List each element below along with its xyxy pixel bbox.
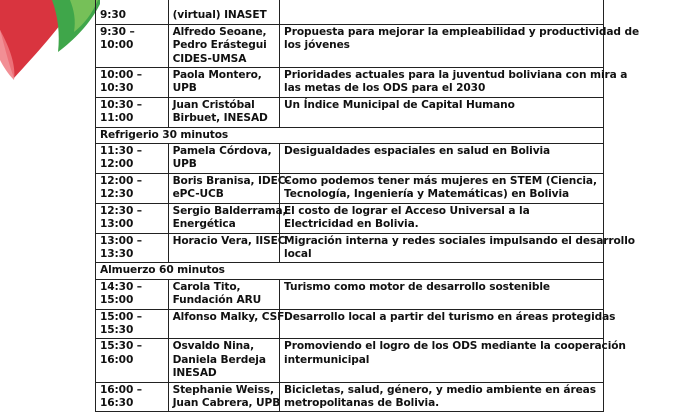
time-cell-line: 14:30 – — [100, 280, 143, 293]
time-cell-line: 11:00 — [100, 112, 134, 125]
topic-cell-line: Promoviendo el logro de los ODS mediante la cooperación — [284, 340, 626, 353]
speaker-cell-line: UPB — [172, 82, 197, 95]
topic-cell — [280, 24, 640, 67]
topic-cell — [280, 173, 604, 203]
time-cell-line: 16:30 — [100, 396, 134, 409]
speaker-cell-line: Fundación ARU — [172, 294, 262, 307]
time-cell-line: 11:30 – — [100, 145, 143, 158]
decorative-logo-shapes — [0, 0, 100, 110]
session-row — [96, 382, 604, 412]
time-cell-line: 10:00 – — [100, 69, 143, 82]
topic-cell — [280, 203, 604, 233]
speaker-cell — [168, 233, 286, 263]
time-cell-line: 15:00 — [100, 294, 134, 307]
speaker-cell — [168, 97, 279, 127]
time-cell — [96, 173, 169, 203]
time-cell-line — [100, 0, 164, 9]
topic-cell-line: Turismo como motor de desarrollo sostenible — [284, 280, 550, 293]
topic-cell — [280, 233, 635, 263]
session-row — [96, 97, 604, 127]
speaker-cell — [168, 0, 279, 24]
time-cell — [96, 203, 169, 233]
speaker-cell — [168, 203, 287, 233]
speaker-cell-line: Pamela Córdova, — [172, 145, 272, 158]
speaker-cell-line: Alfonso Malky, CSF — [172, 310, 285, 323]
speaker-cell-line: Carola Tito, — [172, 280, 241, 293]
topic-cell-line: Electricidad en Bolivia. — [284, 218, 419, 231]
session-row — [96, 0, 604, 24]
time-cell — [96, 24, 169, 67]
time-cell — [96, 309, 169, 339]
speaker-cell-line: Sergio Balderrama, — [172, 204, 287, 217]
speaker-cell-line: Energética — [172, 218, 236, 231]
speaker-cell — [168, 24, 279, 67]
schedule-body — [96, 0, 640, 412]
time-cell-line: 16:00 — [100, 353, 134, 366]
session-row — [96, 203, 604, 233]
speaker-cell-line: Boris Branisa, IDEC- — [172, 174, 290, 187]
speaker-cell-line: Birbuet, INESAD — [172, 112, 268, 125]
speaker-cell-line: Pedro Erástegui — [172, 39, 267, 52]
topic-cell-line: Migración interna y redes sociales impulsando el desarrollo — [284, 234, 635, 247]
time-cell-line: 16:00 – — [100, 383, 143, 396]
time-cell-line: 10:30 — [100, 82, 134, 95]
speaker-cell-line: Juan Cabrera, UPB — [172, 396, 281, 409]
time-cell-line: 12:00 – — [100, 174, 143, 187]
session-row — [96, 68, 604, 98]
topic-cell-line: Desarrollo local a partir del turismo en áreas protegidas — [284, 310, 616, 323]
time-cell-line: 12:30 — [100, 188, 134, 201]
speaker-cell — [168, 309, 285, 339]
topic-cell-line: Desigualdades espaciales en salud en Bolivia — [284, 145, 551, 158]
speaker-cell-line: ePC-UCB — [172, 188, 224, 201]
speaker-cell-line: UPB — [172, 158, 197, 171]
break-label: Refrigerio 30 minutos — [96, 127, 604, 143]
topic-cell — [280, 144, 604, 174]
time-cell — [96, 279, 169, 309]
topic-cell-line: metropolitanas de Bolivia. — [284, 396, 440, 409]
speaker-cell-line: Juan Cristóbal — [172, 98, 255, 111]
speaker-cell-line: Paola Montero, — [172, 69, 262, 82]
topic-cell-line — [284, 0, 599, 9]
time-cell-line: 9:30 – — [100, 25, 135, 38]
time-cell-line: 12:00 — [100, 158, 134, 171]
time-cell — [96, 144, 169, 174]
session-row — [96, 339, 604, 382]
break-row — [96, 127, 604, 143]
speaker-cell — [168, 339, 279, 382]
topic-cell — [280, 279, 604, 309]
topic-cell-line: local — [284, 247, 312, 260]
time-cell-line: 12:30 – — [100, 204, 143, 217]
time-cell-line: 10:30 – — [100, 98, 143, 111]
speaker-cell — [168, 279, 279, 309]
time-cell — [96, 339, 169, 382]
time-cell-line: 9:30 — [100, 9, 126, 22]
session-row — [96, 309, 604, 339]
topic-cell-line: Como podemos tener más mujeres en STEM (Ciencia, — [284, 174, 597, 187]
topic-cell — [280, 0, 604, 24]
time-cell-line: 15:30 — [100, 323, 134, 336]
topic-cell-line: Tecnología, Ingeniería y Matemáticas) en Bolivia — [284, 188, 570, 201]
schedule-table — [95, 0, 640, 412]
speaker-cell-line: Horacio Vera, IISEC — [172, 234, 286, 247]
time-cell — [96, 233, 169, 263]
time-cell — [96, 68, 169, 98]
time-cell — [96, 0, 169, 24]
break-row — [96, 263, 604, 279]
session-row — [96, 233, 604, 263]
session-row — [96, 24, 604, 67]
topic-cell-line: Propuesta para mejorar la empleabilidad y productividad de — [284, 25, 640, 38]
topic-cell-line: El costo de lograr el Acceso Universal a la — [284, 204, 530, 217]
speaker-cell-line: Stephanie Weiss, — [172, 383, 274, 396]
time-cell-line: 13:00 – — [100, 234, 143, 247]
time-cell-line: 13:00 — [100, 218, 134, 231]
speaker-cell-line: (virtual) INASET — [172, 9, 267, 22]
time-cell-line: 15:00 – — [100, 310, 143, 323]
topic-cell-line: Bicicletas, salud, género, y medio ambiente en áreas — [284, 383, 596, 396]
topic-cell-line: las metas de los ODS para el 2030 — [284, 82, 486, 95]
speaker-cell — [168, 173, 290, 203]
topic-cell-line: Prioridades actuales para la juventud boliviana con mira a — [284, 69, 628, 82]
topic-cell — [280, 339, 626, 382]
speaker-cell-line — [173, 0, 275, 9]
topic-cell-line — [284, 9, 599, 22]
speaker-cell — [168, 144, 279, 174]
topic-cell-line: Un Índice Municipal de Capital Humano — [284, 98, 515, 111]
speaker-cell-line: INESAD — [172, 367, 217, 380]
topic-cell-line: intermunicipal — [284, 353, 370, 366]
topic-cell — [280, 97, 604, 127]
session-row — [96, 173, 604, 203]
session-row — [96, 144, 604, 174]
speaker-cell — [168, 68, 279, 98]
topic-cell — [280, 68, 628, 98]
speaker-cell-line: Alfredo Seoane, — [172, 25, 267, 38]
time-cell-line: 13:30 — [100, 247, 134, 260]
time-cell-line: 10:00 — [100, 39, 134, 52]
topic-cell — [280, 309, 616, 339]
speaker-cell-line: Osvaldo Nina, — [172, 340, 255, 353]
break-label: Almuerzo 60 minutos — [96, 263, 604, 279]
speaker-cell — [168, 382, 279, 412]
time-cell — [96, 97, 169, 127]
time-cell-line: 15:30 – — [100, 340, 143, 353]
time-cell — [96, 382, 169, 412]
session-row — [96, 279, 604, 309]
topic-cell-line: los jóvenes — [284, 39, 350, 52]
speaker-cell-line: Daniela Berdeja — [172, 353, 266, 366]
topic-cell — [280, 382, 604, 412]
speaker-cell-line: CIDES-UMSA — [172, 52, 247, 65]
